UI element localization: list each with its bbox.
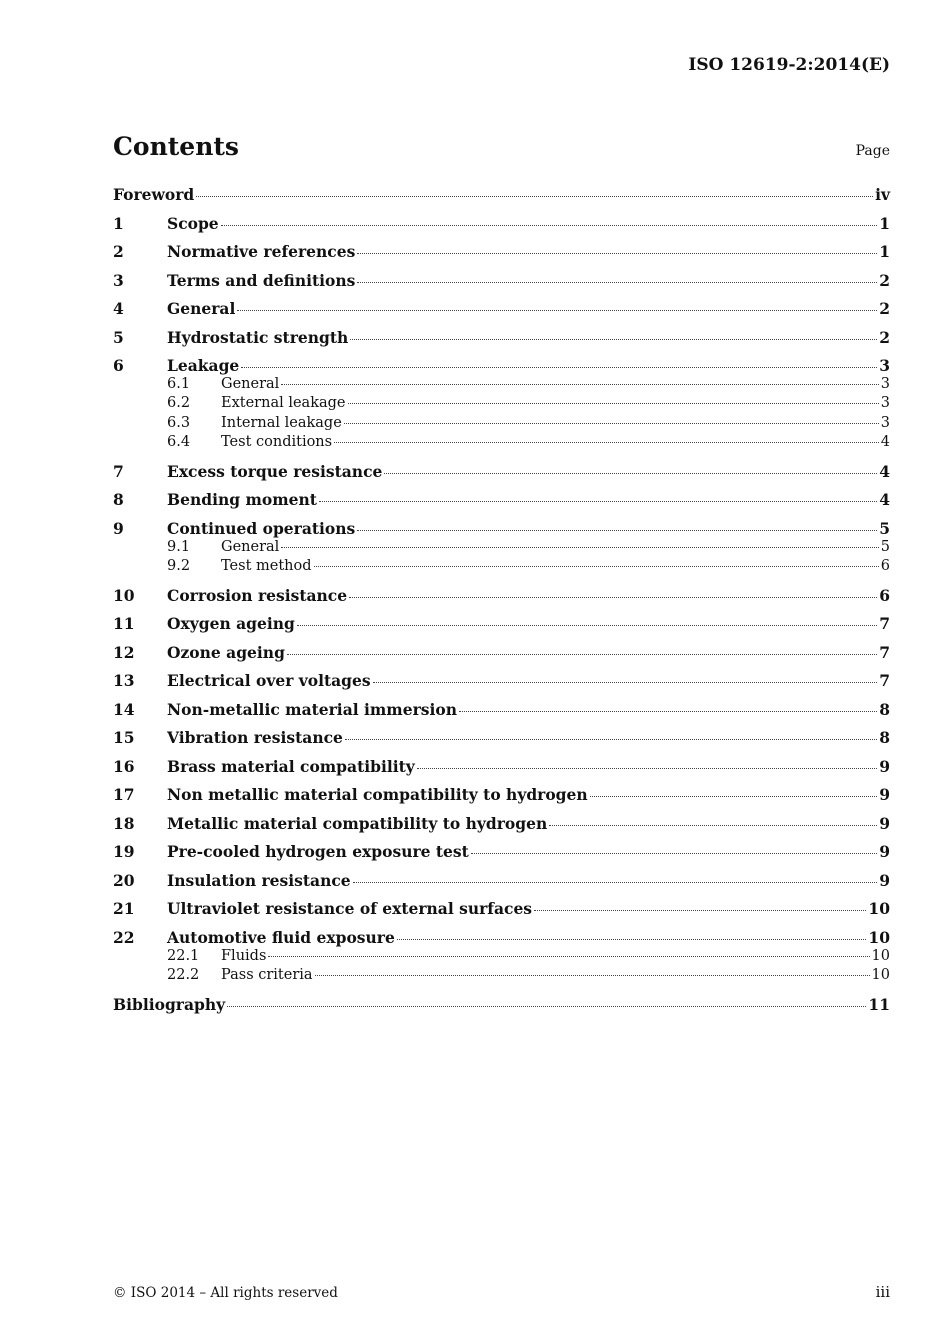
toc-entry-page: 5 [880, 538, 890, 555]
toc-dot-leader [357, 282, 877, 283]
toc-dot-leader [315, 975, 870, 976]
toc-entry[interactable] [113, 728, 890, 747]
toc-entry-page: 4 [879, 461, 890, 481]
toc-entry-page: 3 [880, 395, 890, 412]
toc-entry-page: 10 [871, 967, 890, 984]
toc-entry-page: 7 [879, 642, 890, 662]
toc-entry-number: 22.2 [167, 967, 200, 984]
toc-entry[interactable] [113, 185, 890, 204]
toc-entry[interactable] [113, 519, 890, 538]
toc-dot-leader [345, 739, 877, 740]
toc-entry-title: Test method [221, 557, 312, 574]
toc-dot-leader [349, 597, 877, 598]
toc-entry-title: Terms and definitions [167, 270, 356, 290]
toc-dot-leader [353, 882, 878, 883]
page-number: iii [875, 1283, 890, 1301]
toc-dot-leader [221, 225, 878, 226]
toc-entry-title: Normative references [167, 242, 356, 261]
toc-entry-title: Insulation resistance [167, 870, 351, 890]
toc-entry-page: 10 [868, 927, 890, 947]
document-id: ISO 12619-2:2014(E) [688, 55, 890, 75]
toc-entry-page: 8 [879, 699, 890, 719]
toc-entry-number: 9.2 [167, 557, 191, 574]
toc-dot-leader [459, 711, 877, 712]
toc-dot-leader [297, 625, 877, 626]
toc-entry-title: Bending moment [167, 490, 317, 510]
toc-entry-number: 17 [113, 785, 135, 805]
toc-entry-number: 5 [113, 327, 124, 347]
toc-dot-leader [534, 910, 866, 911]
toc-entry-number: 10 [113, 585, 135, 605]
toc-entry-page: 1 [879, 242, 890, 261]
table-of-contents [113, 185, 890, 1014]
toc-entry-title: Hydrostatic strength [167, 327, 349, 347]
toc-entry-title: Electrical over voltages [167, 671, 371, 691]
toc-entry-title: External leakage [221, 395, 346, 412]
toc-entry-title: Continued operations [167, 518, 356, 538]
toc-dot-leader [471, 853, 877, 854]
toc-entry[interactable] [113, 757, 890, 776]
toc-entry-page: 7 [879, 671, 890, 691]
toc-entry-number: 19 [113, 842, 135, 862]
toc-subentry[interactable] [113, 375, 890, 394]
toc-entry-page: 9 [879, 785, 890, 805]
toc-entry-number: 13 [113, 671, 135, 691]
toc-dot-leader [314, 566, 879, 567]
page-title: Contents [113, 132, 240, 161]
toc-entry[interactable] [113, 995, 890, 1014]
toc-dot-leader [319, 501, 877, 502]
toc-entry[interactable] [113, 928, 890, 947]
toc-entry[interactable] [113, 271, 890, 290]
toc-entry-title: Excess torque resistance [167, 461, 383, 481]
toc-entry-title: Bibliography [113, 994, 226, 1014]
toc-entry-number: 20 [113, 870, 135, 890]
toc-subentry[interactable] [113, 966, 890, 985]
toc-entry-title: General [221, 376, 280, 392]
toc-dot-leader [281, 384, 878, 385]
toc-entry-title: Pass criteria [221, 967, 313, 984]
toc-entry-title: Fluids [221, 947, 267, 964]
toc-entry-number: 15 [113, 728, 135, 748]
toc-entry-page: iv [875, 185, 890, 204]
toc-entry-title: Scope [167, 213, 219, 233]
toc-entry-number: 11 [113, 614, 135, 634]
toc-entry-number: 22.1 [167, 947, 200, 964]
toc-entry-page: 2 [879, 270, 890, 290]
toc-subentry[interactable] [113, 947, 890, 966]
toc-entry-title: Ultraviolet resistance of external surfaces [167, 899, 533, 919]
toc-entry-page: 6 [880, 557, 890, 574]
toc-entry-number: 16 [113, 756, 135, 776]
toc-entry-number: 1 [113, 213, 124, 233]
toc-entry-title: Automotive fluid exposure [167, 927, 395, 947]
toc-entry-number: 12 [113, 642, 135, 662]
toc-entry-title: Oxygen ageing [167, 614, 295, 634]
toc-entry[interactable] [113, 671, 890, 690]
toc-entry-number: 2 [113, 242, 124, 261]
toc-entry[interactable] [113, 785, 890, 804]
toc-dot-leader [357, 253, 877, 254]
toc-dot-leader [549, 825, 877, 826]
toc-subentry[interactable] [113, 538, 890, 557]
toc-entry-title: Metallic material compatibility to hydrogen [167, 813, 548, 833]
toc-entry-title: Pre-cooled hydrogen exposure test [167, 842, 469, 862]
toc-entry-number: 9.1 [167, 538, 191, 555]
toc-dot-leader [350, 339, 877, 340]
toc-entry-title: General [167, 299, 236, 318]
toc-entry-title: Vibration resistance [167, 728, 343, 748]
toc-entry[interactable] [113, 614, 890, 633]
toc-entry[interactable] [113, 328, 890, 347]
toc-entry-number: 6.2 [167, 395, 191, 412]
toc-entry[interactable] [113, 814, 890, 833]
toc-entry-title: Internal leakage [221, 414, 342, 431]
toc-entry-page: 3 [879, 356, 890, 375]
toc-entry[interactable] [113, 356, 890, 375]
toc-dot-leader [237, 310, 877, 311]
toc-entry-number: 6.3 [167, 414, 191, 431]
toc-dot-leader [334, 442, 879, 443]
toc-entry-number: 7 [113, 461, 124, 481]
toc-entry-page: 11 [868, 994, 890, 1014]
copyright-notice: © ISO 2014 – All rights reserved [113, 1285, 338, 1301]
toc-entry-title: Leakage [167, 356, 240, 375]
toc-dot-leader [357, 530, 877, 531]
toc-entry[interactable] [113, 643, 890, 662]
toc-entry-page: 4 [880, 433, 890, 450]
toc-entry-page: 1 [879, 213, 890, 233]
toc-dot-leader [287, 654, 877, 655]
toc-entry-number: 6.1 [167, 376, 191, 392]
toc-entry-page: 2 [879, 327, 890, 347]
toc-entry-number: 8 [113, 490, 124, 510]
toc-entry-title: Test conditions [221, 433, 333, 450]
toc-entry[interactable] [113, 242, 890, 261]
toc-entry-title: Foreword [113, 185, 195, 204]
toc-entry[interactable] [113, 586, 890, 605]
toc-entry[interactable] [113, 490, 890, 509]
toc-entry-page: 3 [880, 376, 890, 392]
toc-entry-page: 10 [871, 947, 890, 964]
toc-subentry[interactable] [113, 414, 890, 433]
toc-entry-number: 18 [113, 813, 135, 833]
toc-entry-number: 6.4 [167, 433, 191, 450]
toc-entry-number: 9 [113, 518, 124, 538]
toc-entry-page: 4 [879, 490, 890, 510]
toc-dot-leader [344, 423, 879, 424]
toc-entry-title: General [221, 538, 280, 555]
toc-entry-title: Brass material compatibility [167, 756, 415, 776]
toc-entry[interactable] [113, 214, 890, 233]
toc-entry[interactable] [113, 462, 890, 481]
toc-entry[interactable] [113, 842, 890, 861]
toc-entry-page: 5 [879, 518, 890, 538]
toc-entry-number: 22 [113, 927, 135, 947]
toc-dot-leader [397, 939, 867, 940]
toc-dot-leader [241, 367, 877, 368]
toc-dot-leader [227, 1006, 866, 1007]
toc-dot-leader [384, 473, 877, 474]
toc-subentry[interactable] [113, 557, 890, 576]
toc-entry-title: Corrosion resistance [167, 585, 348, 605]
toc-entry-page: 2 [879, 299, 890, 318]
toc-dot-leader [281, 547, 878, 548]
toc-entry[interactable] [113, 871, 890, 890]
toc-entry-page: 9 [879, 756, 890, 776]
toc-entry-page: 8 [879, 728, 890, 748]
toc-entry-page: 3 [880, 414, 890, 431]
toc-entry[interactable] [113, 299, 890, 318]
toc-entry-title: Ozone ageing [167, 642, 285, 662]
toc-entry-number: 3 [113, 270, 124, 290]
toc-dot-leader [348, 403, 879, 404]
toc-entry-page: 7 [879, 614, 890, 634]
toc-dot-leader [417, 768, 877, 769]
toc-entry-number: 14 [113, 699, 135, 719]
page-column-label: Page [855, 143, 890, 159]
toc-entry-title: Non-metallic material immersion [167, 699, 457, 719]
toc-dot-leader [373, 682, 878, 683]
toc-entry-page: 6 [879, 585, 890, 605]
toc-entry-title: Non metallic material compatibility to hydrogen [167, 785, 588, 805]
toc-entry-page: 9 [879, 813, 890, 833]
toc-entry-number: 21 [113, 899, 135, 919]
toc-dot-leader [268, 956, 869, 957]
toc-subentry[interactable] [113, 394, 890, 413]
toc-subentry[interactable] [113, 433, 890, 452]
toc-entry[interactable] [113, 899, 890, 918]
toc-entry-number: 6 [113, 356, 124, 375]
toc-entry[interactable] [113, 700, 890, 719]
toc-dot-leader [196, 196, 873, 197]
toc-entry-page: 9 [879, 842, 890, 862]
toc-entry-page: 10 [868, 899, 890, 919]
toc-entry-number: 4 [113, 299, 124, 318]
toc-dot-leader [590, 796, 878, 797]
toc-entry-page: 9 [879, 870, 890, 890]
